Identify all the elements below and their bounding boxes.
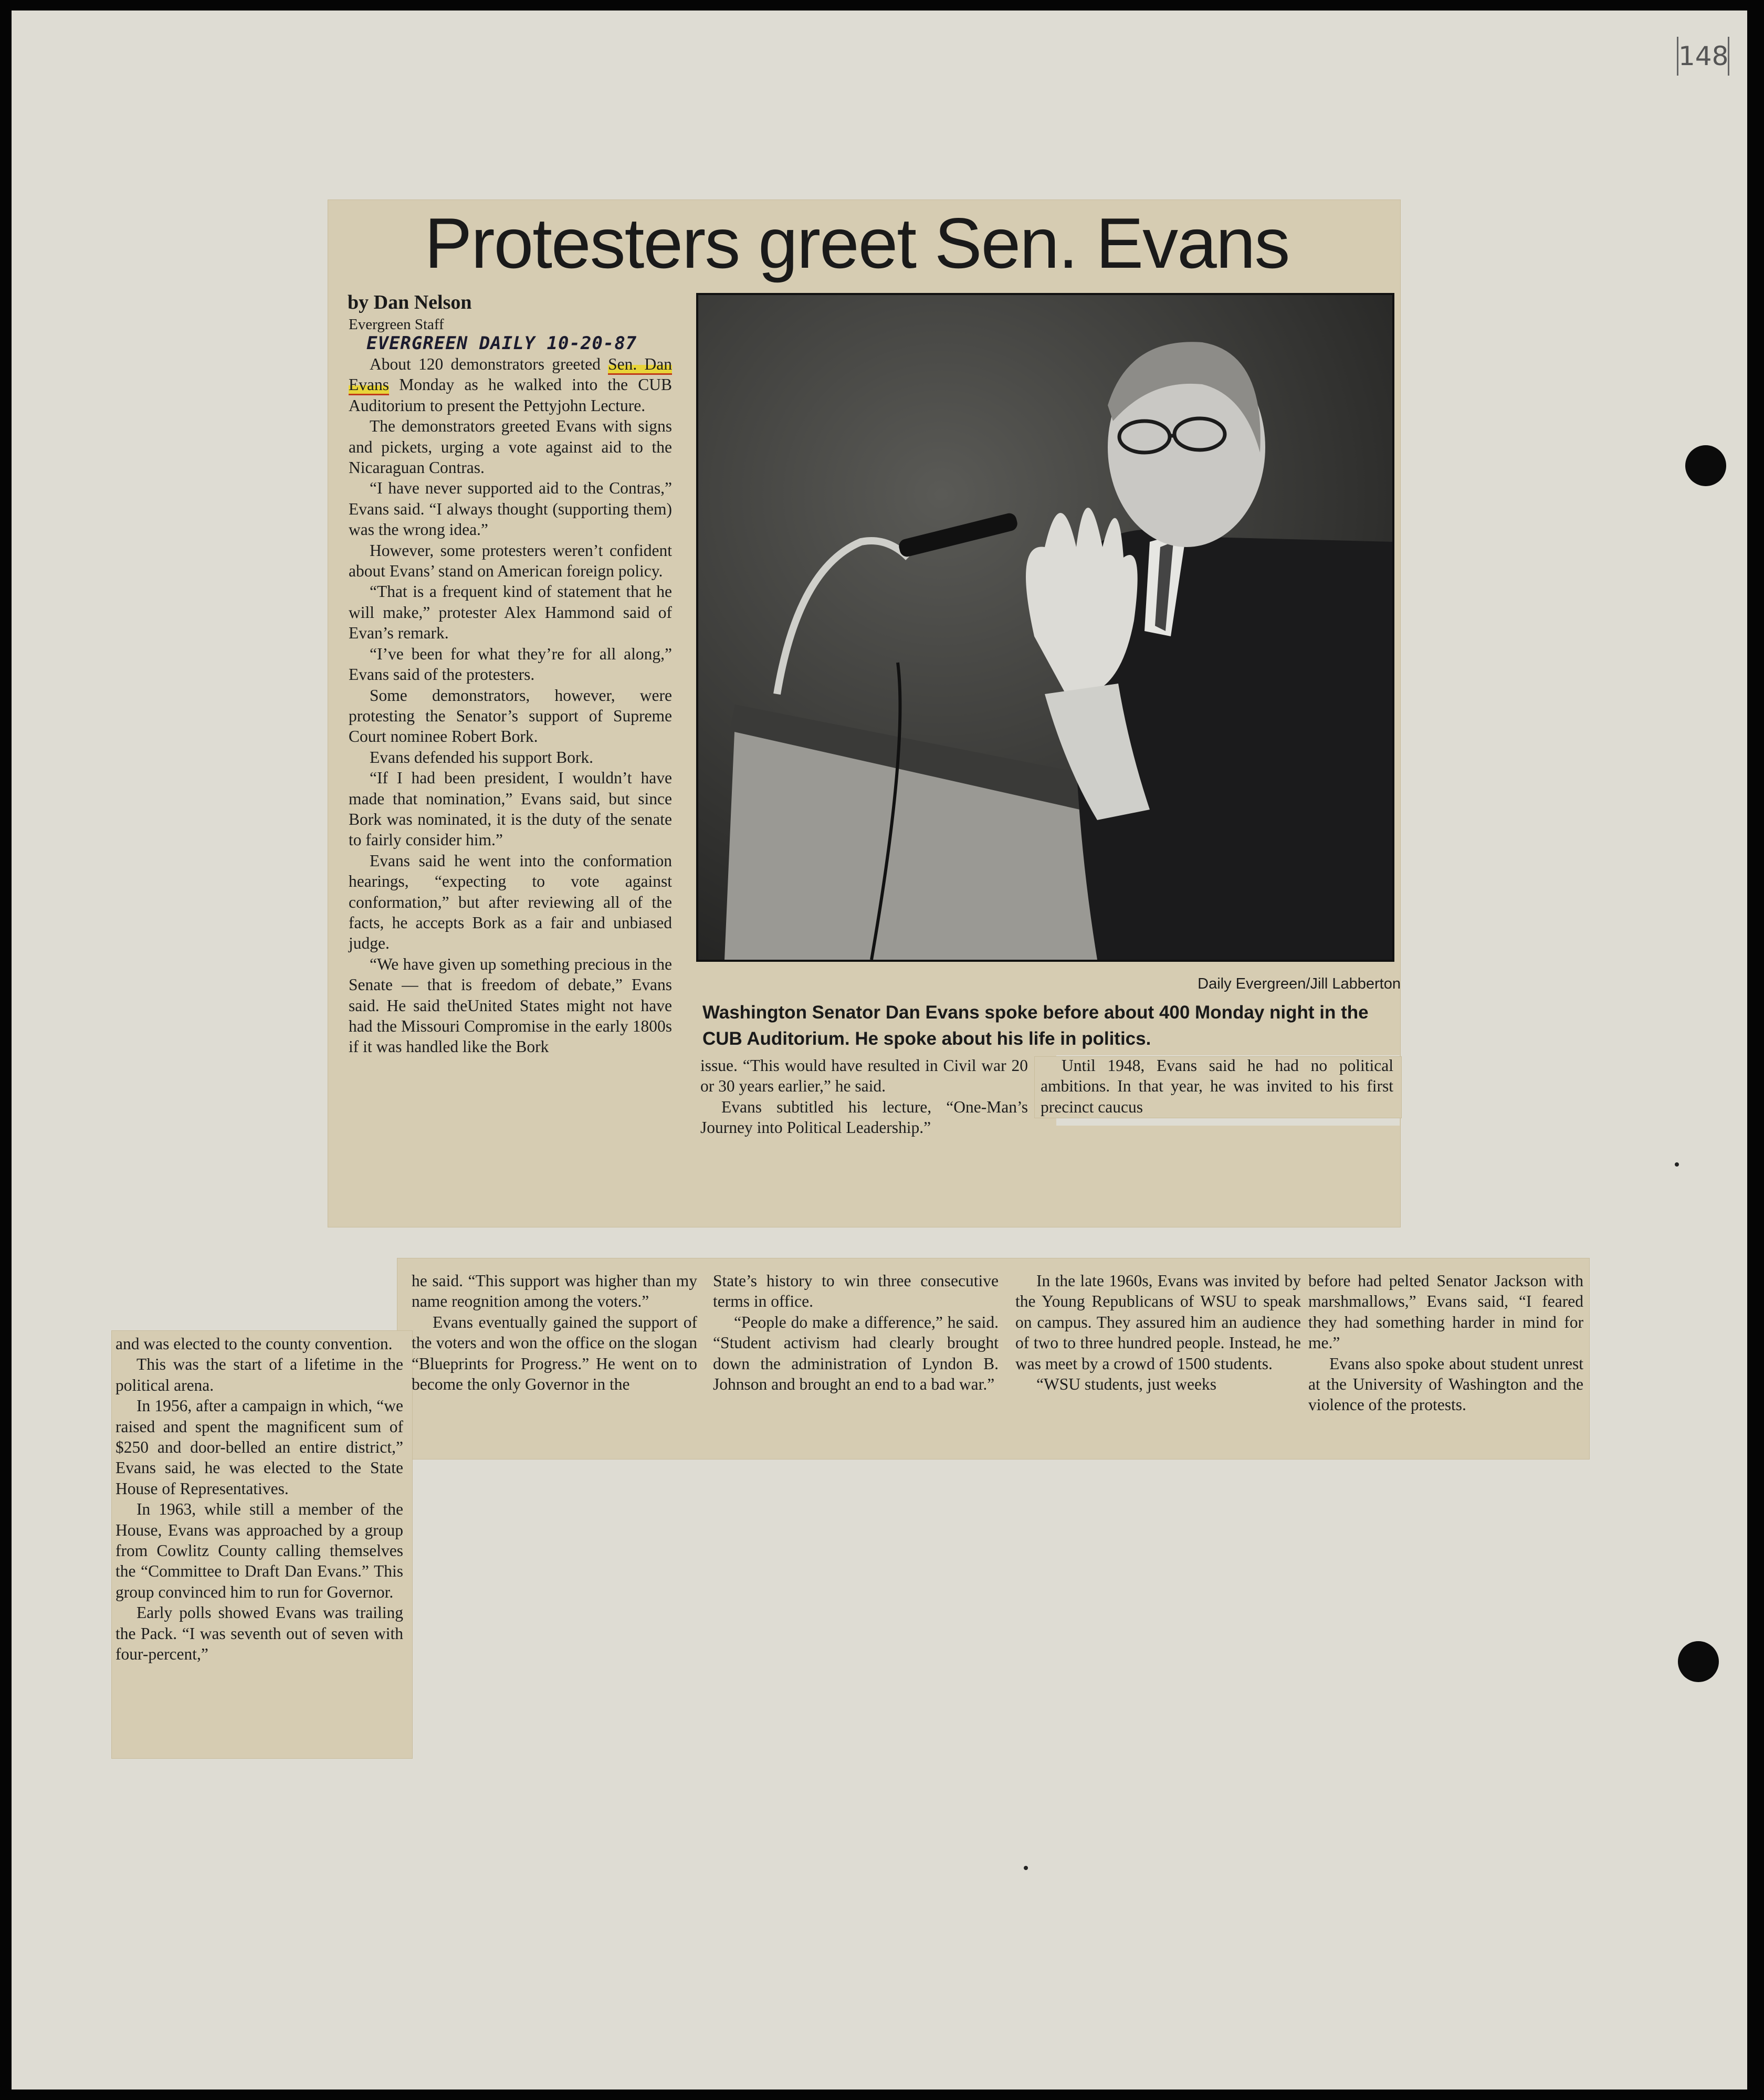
paragraph: “We have given up something precious in the Senate — that is freedom of debate,” Evans said. He said theUnited States might not have had the Missouri Compromise in the early 1800s if it was handled like the Bork xyxy=(349,954,672,1056)
paragraph: This was the start of a lifetime in the political arena. xyxy=(116,1355,403,1394)
paragraph: Early polls showed Evans was trailing the Pack. “I was seventh out of seven with four-percent,” xyxy=(116,1603,403,1664)
article-column-1 xyxy=(349,354,672,1057)
paragraph: “That is a frequent kind of statement that he will make,” protester Alex Hammond said of Evan’s remark. xyxy=(349,582,672,643)
continued-column-a xyxy=(116,1334,403,1665)
paragraph: State’s history to win three consecutive terms in office. xyxy=(713,1272,999,1311)
continued-column-e xyxy=(1308,1270,1583,1415)
paragraph: In 1963, while still a member of the House, Evans was approached by a group from Cowlitz County calling themselves the “Committee to Draft Dan Evans.” This group convinced him to run for Governor. xyxy=(116,1500,403,1601)
byline: by Dan Nelson xyxy=(348,291,472,313)
speck xyxy=(1675,1162,1679,1167)
handwritten-date-note: EVERGREEN DAILY 10-20-87 xyxy=(366,333,637,354)
paragraph: and was elected to the county convention. xyxy=(116,1335,393,1353)
photo-caption: Washington Senator Dan Evans spoke before about 400 Monday night in the CUB Auditorium. He spoke about his life in politics. xyxy=(702,1002,1369,1049)
paragraph: Some demonstrators, however, were protesting the Senator’s support of Supreme Court nominee Robert Bork. xyxy=(349,686,672,746)
lead-paragraph: About 120 demonstrators greeted Sen. Dan Evans Monday as he walked into the CUB Auditorium to present the Pettyjohn Lecture. xyxy=(349,355,672,415)
punch-hole-top xyxy=(1685,445,1726,486)
paragraph: Evans subtitled his lecture, “One-Man’s Journey into Political Leadership.” xyxy=(700,1097,1028,1137)
headline: Protesters greet Sen. Evans xyxy=(424,203,1289,283)
photo-credit: Daily Evergreen/Jill Labberton xyxy=(1198,975,1401,992)
paragraph: In 1956, after a campaign in which, “we raised and spent the magnificent sum of $250 and door-belled an entire district,” Evans said, he was elected to the State House of Representatives. xyxy=(116,1396,403,1498)
scrapbook-page xyxy=(12,10,1747,2090)
paragraph: before had pelted Senator Jackson with marshmallows,” Evans said, “I feared they had something harder in mind for me.” xyxy=(1308,1272,1583,1352)
continued-column-b xyxy=(412,1270,697,1394)
paragraph: Evans eventually gained the support of the voters and won the office on the slogan “Blueprints for Progress.” He went on to become the only Governor in the xyxy=(412,1312,697,1394)
page-number: 148 xyxy=(1677,37,1729,76)
article-column-3 xyxy=(1041,1055,1393,1117)
speaker-photo-illustration xyxy=(698,295,1392,960)
punch-hole-bottom xyxy=(1678,1641,1719,1682)
speck xyxy=(1024,1866,1028,1870)
article-column-2 xyxy=(700,1055,1028,1138)
paragraph: In the late 1960s, Evans was invited by the Young Republicans of WSU to speak on campus. They assured him an audience of two to three hundred people. Instead, he was meet by a crowd of 1500 students. xyxy=(1015,1272,1301,1373)
continued-column-c xyxy=(713,1270,999,1394)
paragraph: The demonstrators greeted Evans with signs and pickets, urging a vote against aid to the Nicaraguan Contras. xyxy=(349,417,672,477)
paragraph: However, some protesters weren’t confident about Evans’ stand on American foreign policy. xyxy=(349,541,672,581)
highlighted-name: Sen. Dan Evans xyxy=(349,355,672,395)
paragraph: “People do make a difference,” he said. “Student activism had clearly brought down the administration of Lyndon B. Johnson and brought an end to a bad war.” xyxy=(713,1312,999,1394)
paragraph: “I’ve been for what they’re for all along,” Evans said of the protesters. xyxy=(349,644,672,684)
paragraph: “WSU students, just weeks xyxy=(1036,1375,1216,1394)
byline-role: Evergreen Staff xyxy=(349,316,444,333)
paragraph: Evans also spoke about student unrest at the University of Washington and the violence of the protests. xyxy=(1308,1354,1583,1414)
paragraph: Evans said he went into the conformation hearings, “expecting to vote against conformation,” but after reviewing all of the facts, he accepts Bork as a fair and unbiased judge. xyxy=(349,851,672,953)
speaker-photo xyxy=(696,293,1394,962)
paragraph: Evans defended his support Bork. xyxy=(370,748,594,766)
paragraph: issue. “This would have resulted in Civil war 20 or 30 years earlier,” he said. xyxy=(700,1056,1028,1096)
paragraph: “I have never supported aid to the Contras,” Evans said. “I always thought (supporting them) was the wrong idea.” xyxy=(349,479,672,539)
continued-column-d xyxy=(1015,1270,1301,1394)
paragraph: “If I had been president, I wouldn’t have made that nomination,” Evans said, but since Bork was nominated, it is the duty of the senate to fairly consider him.” xyxy=(349,769,672,849)
paragraph: Until 1948, Evans said he had no political ambitions. In that year, he was invited to his first precinct caucus xyxy=(1041,1056,1393,1116)
paragraph: he said. “This support was higher than my name reognition among the voters.” xyxy=(412,1272,697,1311)
